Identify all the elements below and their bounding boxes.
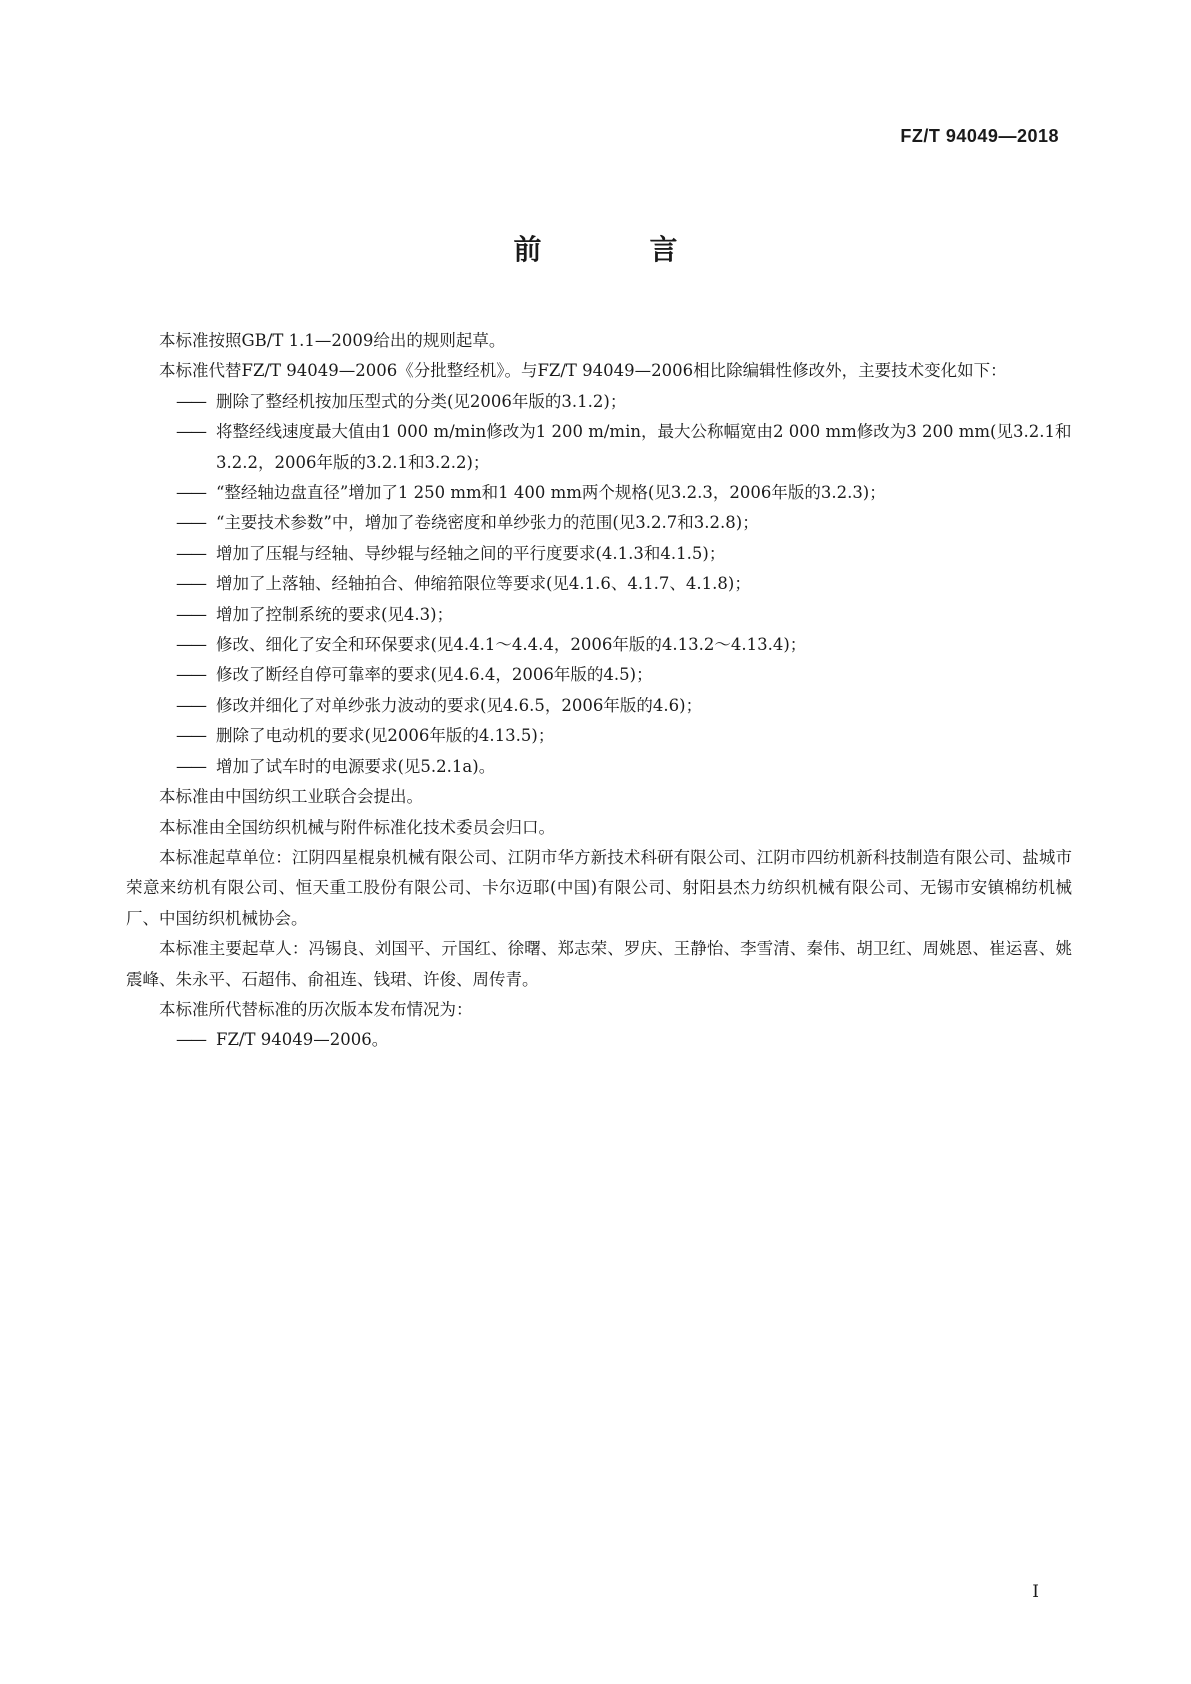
change-item-text: 删除了整经机按加压型式的分类(见2006年版的3.1.2)； — [216, 391, 627, 411]
change-item-text: 修改了断经自停可靠率的要求(见4.6.4，2006年版的4.5)； — [216, 665, 653, 685]
change-item-text: 修改、细化了安全和环保要求(见4.4.1～4.4.4，2006年版的4.13.2～4.13.4)； — [216, 635, 807, 655]
dash-marker: —— — [176, 726, 205, 746]
change-item — [126, 539, 1072, 569]
dash-marker: —— — [176, 543, 205, 563]
dash-marker: —— — [176, 483, 205, 503]
change-item-text: “整经轴边盘直径”增加了1 250 mm和1 400 mm两个规格(见3.2.3，2006年版的3.2.3)； — [216, 483, 886, 503]
change-item — [126, 660, 1072, 690]
change-item-text: 删除了电动机的要求(见2006年版的4.13.5)； — [216, 726, 555, 746]
dash-marker: —— — [176, 635, 205, 655]
change-item — [126, 569, 1072, 599]
change-item-text: 增加了试车时的电源要求(见5.2.1a)。 — [216, 756, 496, 776]
change-item — [126, 417, 1072, 478]
history-item-text: FZ/T 94049—2006。 — [216, 1030, 389, 1050]
proposer-paragraph: 本标准由中国纺织工业联合会提出。 — [159, 787, 423, 807]
change-item — [126, 478, 1072, 508]
drafters-paragraph: 本标准主要起草人：冯锡良、刘国平、亓国红、徐曙、郑志荣、罗庆、王静怡、李雪清、秦伟、胡卫红、周姚恩、崔运喜、姚震峰、朱永平、石超伟、俞祖连、钱珺、许俊、周传青。 — [126, 939, 1072, 989]
change-item — [126, 691, 1072, 721]
change-item-text: 增加了上落轴、经轴拍合、伸缩筘限位等要求(见4.1.6、4.1.7、4.1.8)； — [216, 574, 751, 594]
change-item — [126, 721, 1072, 751]
dash-marker: —— — [176, 695, 205, 715]
committee-paragraph: 本标准由全国纺织机械与附件标准化技术委员会归口。 — [159, 817, 555, 837]
dash-marker: —— — [176, 513, 205, 533]
drafting-units-paragraph: 本标准起草单位：江阴四星棍泉机械有限公司、江阴市华方新技术科研有限公司、江阴市四纺机新科技制造有限公司、盐城市荣意来纺机有限公司、恒天重工股份有限公司、卡尔迈耶(中国)有限公司、射阳县杰力纺织机械有限公司、无锡市安镇棉纺机械厂、中国纺织机械协会。 — [126, 847, 1072, 928]
change-list — [126, 387, 1072, 782]
dash-marker: —— — [176, 422, 205, 442]
change-item-text: 将整经线速度最大值由1 000 m/min修改为1 200 m/min，最大公称幅宽由2 000 mm修改为3 200 mm(见3.2.1和3.2.2，2006年版的3.2.1和3.2.2)； — [216, 422, 1072, 472]
history-item — [126, 1025, 1072, 1055]
page-title: 前 言 — [513, 233, 718, 266]
dash-marker: —— — [176, 1030, 205, 1050]
dash-marker: —— — [176, 391, 205, 411]
change-item — [126, 387, 1072, 417]
page-number: I — [1032, 1582, 1039, 1602]
dash-marker: —— — [176, 574, 205, 594]
dash-marker: —— — [176, 604, 205, 624]
change-item-text: 增加了压辊与经轴、导纱辊与经轴之间的平行度要求(4.1.3和4.1.5)； — [216, 543, 726, 563]
history-intro-paragraph: 本标准所代替标准的历次版本发布情况为： — [159, 999, 473, 1019]
intro-paragraph-2: 本标准代替FZ/T 94049—2006《分批整经机》。与FZ/T 94049—2006相比除编辑性修改外，主要技术变化如下： — [159, 361, 1007, 381]
dash-marker: —— — [176, 756, 205, 776]
change-item — [126, 600, 1072, 630]
intro-paragraph-1: 本标准按照GB/T 1.1—2009给出的规则起草。 — [159, 331, 506, 350]
dash-marker: —— — [176, 665, 205, 685]
change-item — [126, 508, 1072, 538]
standard-code: FZ/T 94049—2018 — [900, 126, 1059, 146]
change-item-text: 修改并细化了对单纱张力波动的要求(见4.6.5，2006年版的4.6)； — [216, 695, 703, 715]
document-body — [126, 326, 1072, 1056]
change-item-text: “主要技术参数”中，增加了卷绕密度和单纱张力的范围(见3.2.7和3.2.8)； — [216, 513, 759, 533]
change-item — [126, 752, 1072, 782]
change-item-text: 增加了控制系统的要求(见4.3)； — [216, 604, 454, 624]
change-item — [126, 630, 1072, 660]
